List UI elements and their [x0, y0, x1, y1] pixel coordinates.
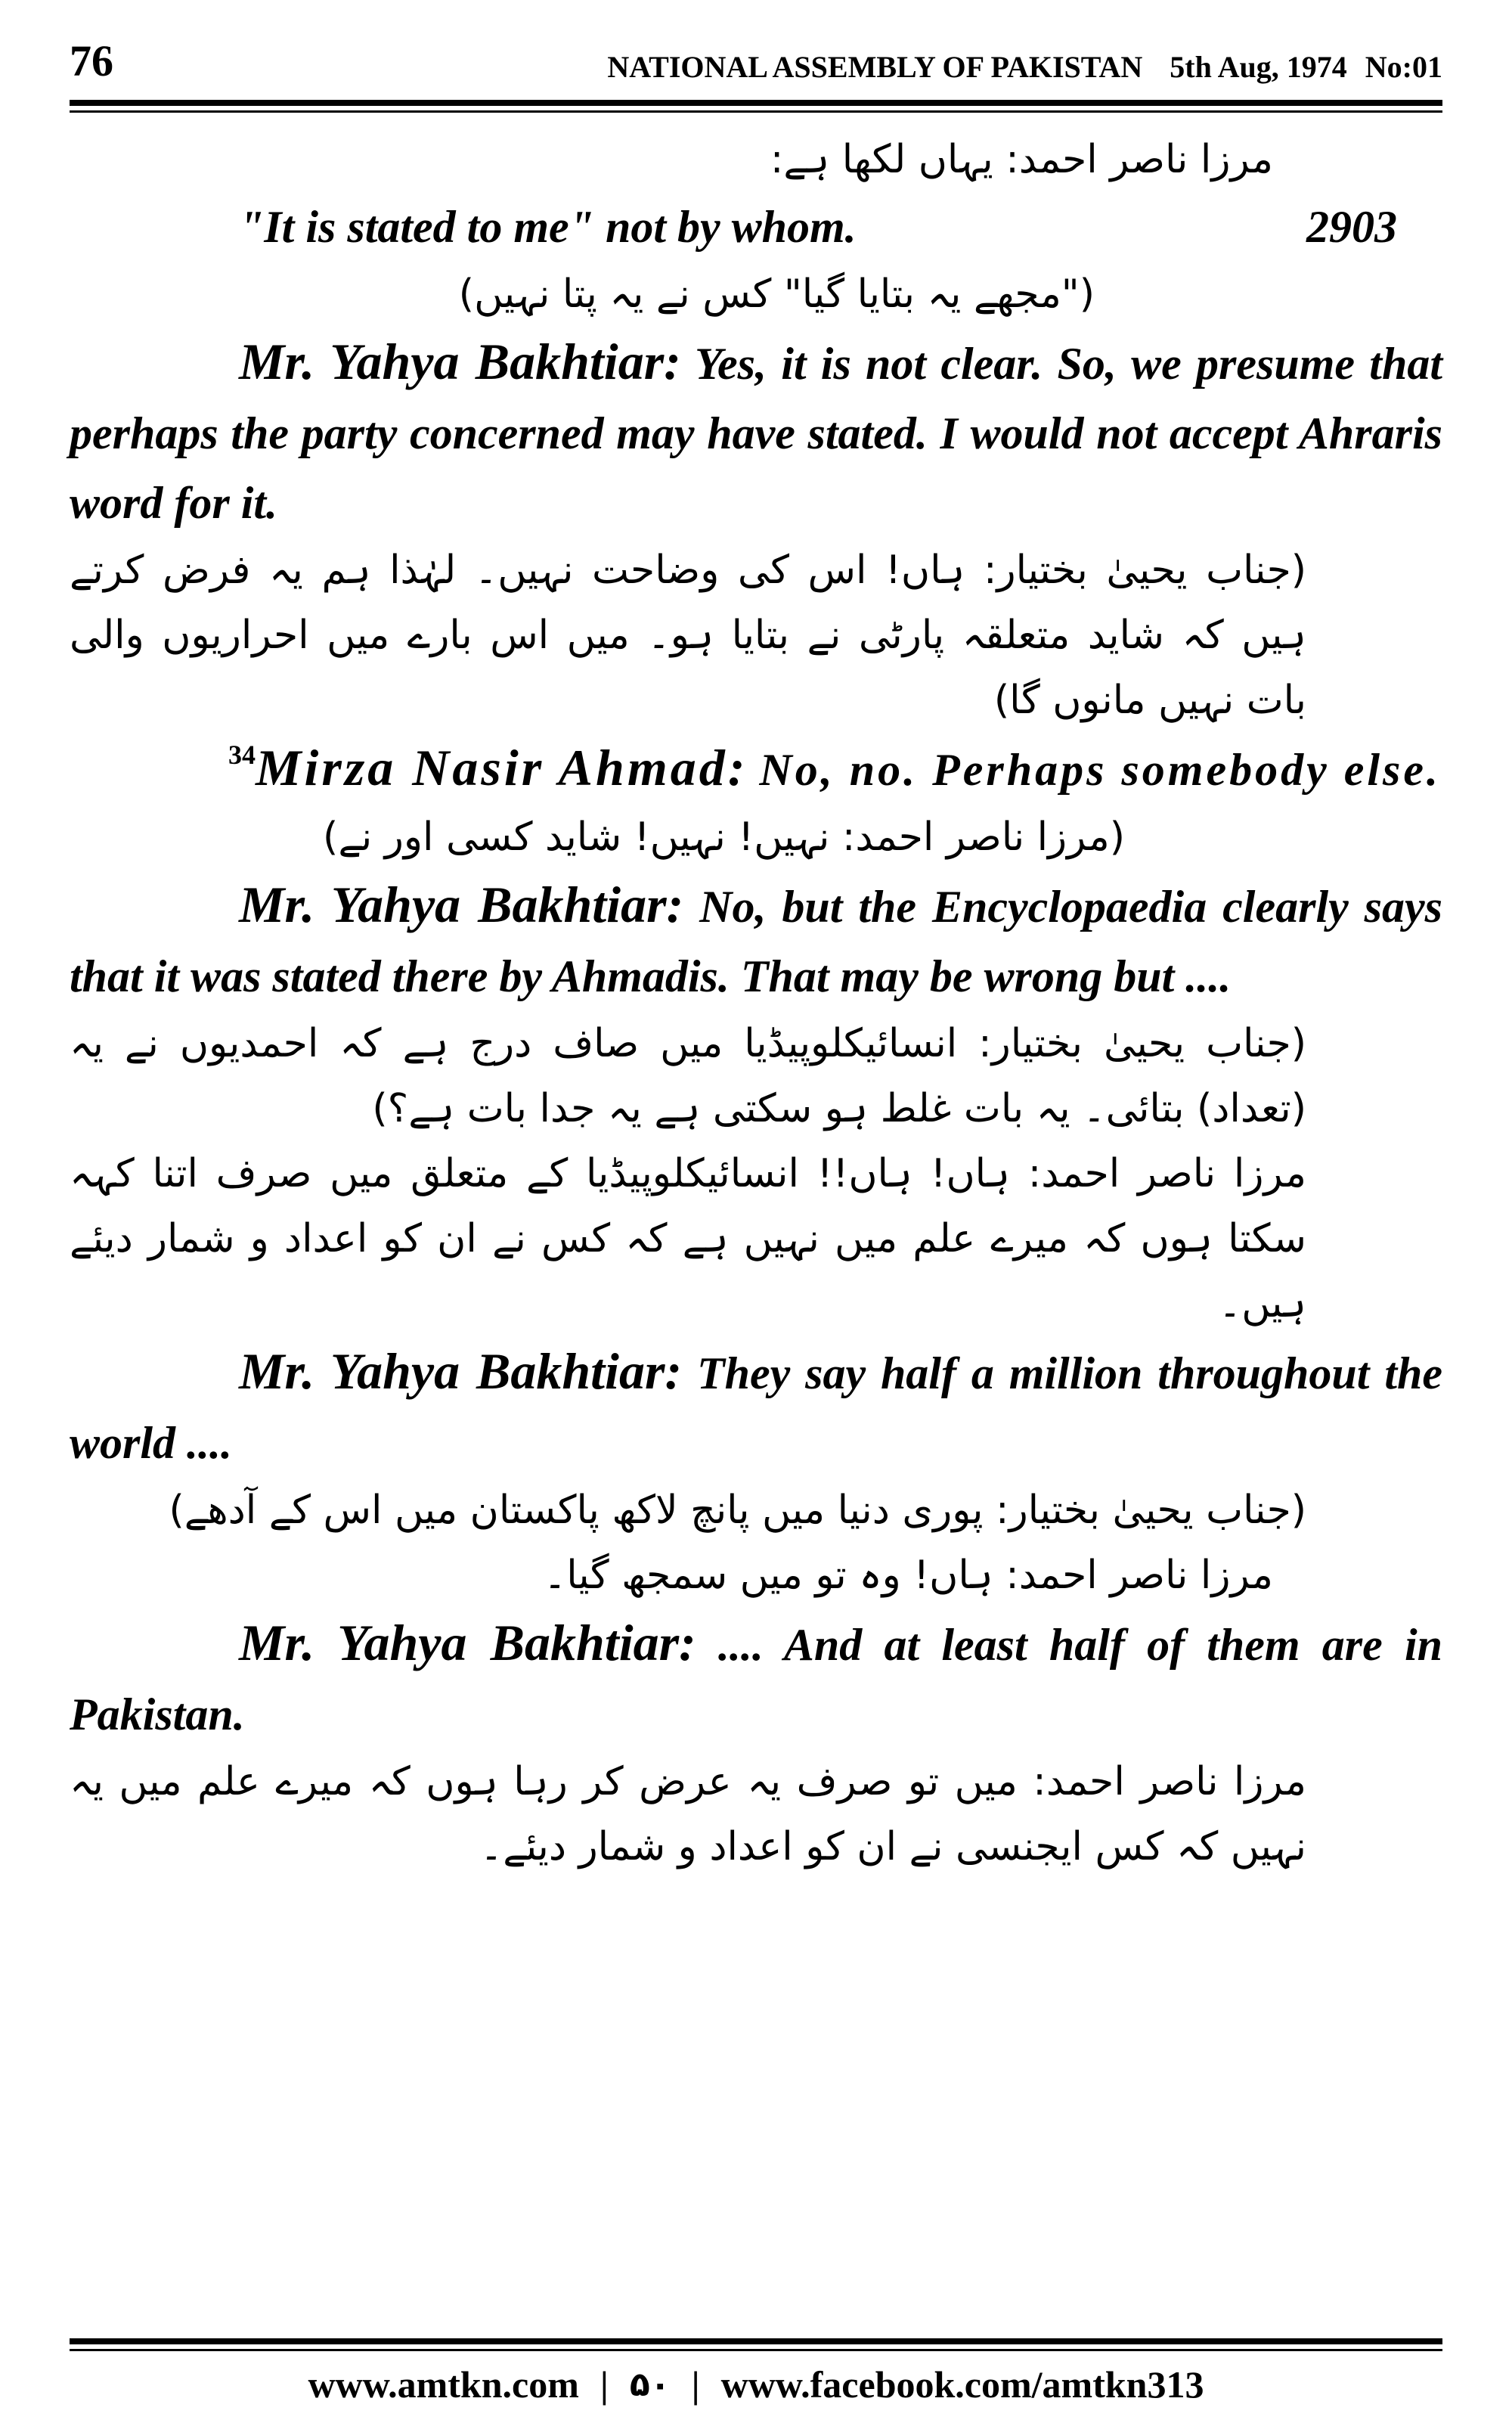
speech-text: No, but the Encyclopaedia clearly says that it was stated there by Ahmadis. That may be wrong but .... — [70, 882, 1443, 1001]
header-rule-thin — [70, 110, 1442, 113]
footer-rule-thin — [70, 2349, 1442, 2351]
footer-separator: | — [691, 2363, 700, 2406]
page-body — [70, 127, 1442, 1879]
page-footer — [70, 2358, 1442, 2411]
header-info — [587, 48, 1442, 86]
header-number: No:01 — [1365, 50, 1442, 84]
header-rule-thick — [70, 100, 1442, 106]
quote-line — [70, 192, 1442, 262]
urdu-paragraph: (مرزا ناصر احمد: نہیں! نہیں! شاید کسی اور نے) — [323, 814, 1125, 860]
urdu-paragraph: (جناب یحییٰ بختیار: پوری دنیا میں پانچ لاکھ پاکستان میں اس کے آدھے) — [169, 1488, 1306, 1533]
footer-rule-thick — [70, 2338, 1442, 2344]
speaker-name: Mr. Yahya Bakhtiar: — [239, 1614, 696, 1671]
urdu-paragraph: ("مجھے یہ بتایا گیا" کس نے یہ پتا نہیں) — [458, 271, 1095, 317]
speech-text: No, no. Perhaps somebody else. — [759, 745, 1442, 795]
english-paragraph — [70, 870, 1442, 1011]
english-paragraph — [70, 1608, 1442, 1749]
urdu-paragraph: مرزا ناصر احمد: ہاں! وہ تو میں سمجھ گیا۔ — [543, 1553, 1273, 1598]
english-paragraph — [70, 1336, 1442, 1478]
footer-page-label: ۵۰ — [629, 2365, 671, 2404]
urdu-paragraph: (جناب یحییٰ بختیار: انسائیکلوپیڈیا میں صاف درج ہے کہ احمدیوں نے یہ (تعداد) بتائی۔ یہ بات غلط ہو سکتی ہے یہ جدا بات ہے؟) — [70, 1021, 1306, 1131]
urdu-paragraph: مرزا ناصر احمد: میں تو صرف یہ عرض کر رہا ہوں کہ میرے علم میں یہ نہیں کہ کس ایجنسی نے ان کو اعداد و شمار دیئے۔ — [70, 1759, 1306, 1869]
urdu-paragraph: مرزا ناصر احمد: یہاں لکھا ہے: — [770, 137, 1273, 182]
page-number: 76 — [70, 36, 113, 85]
footer-website-link[interactable]: www.amtkn.com — [308, 2363, 579, 2406]
footnote-marker: 34 — [228, 740, 256, 770]
speaker-name: Mr. Yahya Bakhtiar: — [239, 333, 681, 390]
speech-text: Yes, it is not clear. So, we presume that perhaps the party concerned may have stated. I would not accept Ahraris word for it. — [70, 339, 1443, 528]
speech-text: .... And at least half of them are in Pakistan. — [70, 1620, 1442, 1739]
urdu-paragraph: (جناب یحییٰ بختیار: ہاں! اس کی وضاحت نہیں۔ لہٰذا ہم یہ فرض کرتے ہیں کہ شاید متعلقہ پارٹی نے بتایا ہو۔ میں اس بارے میں احراریوں والی بات نہیں مانوں گا) — [70, 548, 1306, 723]
footer-facebook-link[interactable]: www.facebook.com/amtkn313 — [720, 2363, 1204, 2406]
header-title: NATIONAL ASSEMBLY OF PAKISTAN — [607, 50, 1143, 84]
urdu-paragraph: مرزا ناصر احمد: ہاں! ہاں!! انسائیکلوپیڈیا کے متعلق میں صرف اتنا کہہ سکتا ہوں کہ میرے علم میں نہیں ہے کہ کس نے ان کو اعداد و شمار دیئے ہیں۔ — [70, 1151, 1306, 1326]
margin-number: 2903 — [1306, 202, 1397, 252]
speech-text: They say half a million throughout the world .... — [70, 1348, 1443, 1468]
footer-separator: | — [600, 2363, 609, 2406]
header-date: 5th Aug, 1974 — [1170, 50, 1347, 84]
english-paragraph — [70, 327, 1442, 538]
english-quote: "It is stated to me" not by whom. — [239, 202, 857, 252]
speaker-name: Mr. Yahya Bakhtiar: — [239, 1342, 683, 1400]
speaker-name: Mirza Nasir Ahmad: — [256, 739, 748, 796]
english-paragraph — [70, 733, 1442, 805]
speaker-name: Mr. Yahya Bakhtiar: — [239, 876, 684, 933]
